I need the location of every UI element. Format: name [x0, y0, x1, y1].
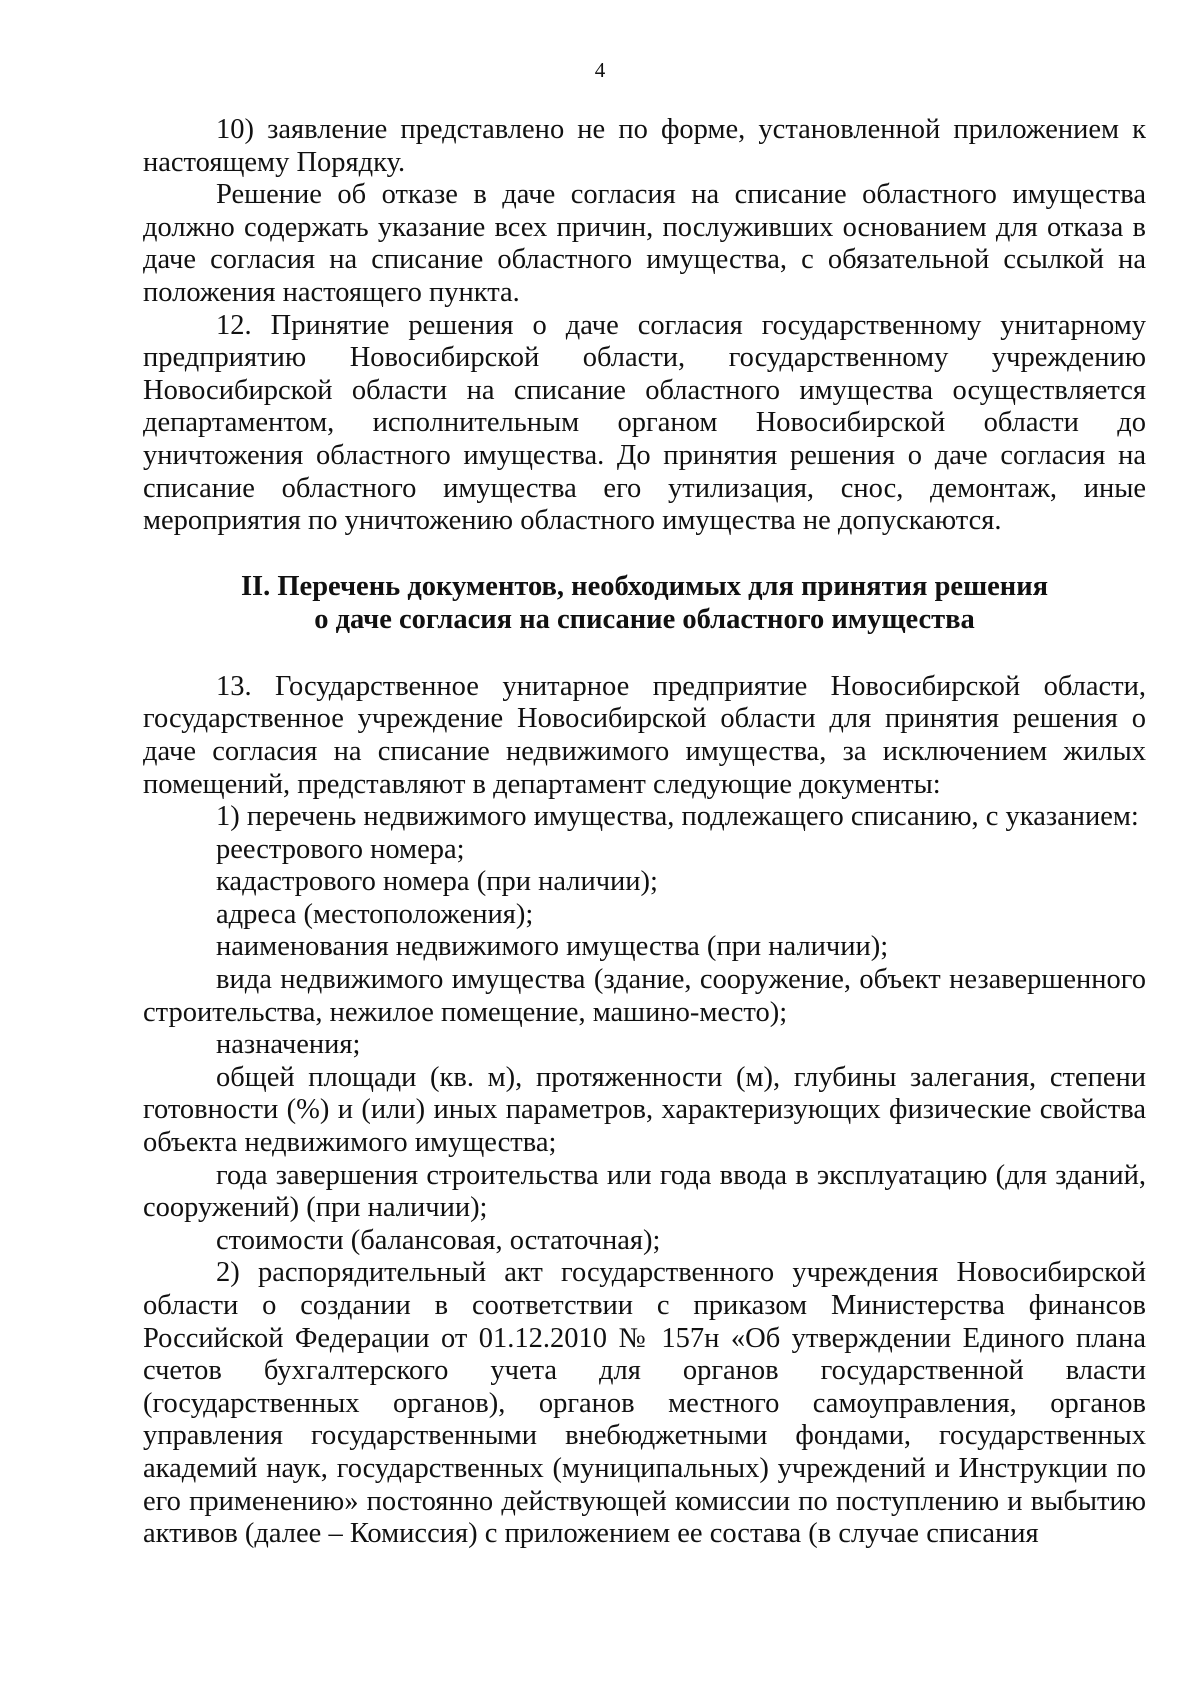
paragraph-item-10: 10) заявление представлено не по форме, установленной приложением к настоящему Порядку. — [143, 114, 1146, 178]
list-item-2: 2) распорядительный акт государственного учреждения Новосибирской области о создании в соответствии с приказом Министерства финансов Российской Федерации от 01.12.2010 № 157н «Об утверждении Единого плана счетов бухгалтерского учета для органов государственной власти (государственных органов), органов местного самоуправления, органов управления государственными внебюджетными фондами, государственных академий наук, государственных (муниципальных) учреждений и Инструкции по его применению» постоянно действующей комиссии по поступлению и выбытию активов (далее – Комиссия) с приложением ее состава (в случае списания — [143, 1257, 1146, 1550]
section-heading-line-2: о даче согласия на списание областного имущества — [314, 603, 975, 635]
list-subitem-address: адреса (местоположения); — [216, 898, 534, 930]
list-subitem-purpose: назначения; — [216, 1029, 361, 1061]
list-subitem-property-type: вида недвижимого имущества (здание, сооружение, объект незавершенного строительства, нежилое помещение, машино-место); — [143, 964, 1146, 1028]
section-heading-line-1: II. Перечень документов, необходимых для принятия решения — [240, 570, 1049, 602]
list-subitem-year: года завершения строительства или года ввода в эксплуатацию (для зданий, сооружений) (при наличии); — [143, 1159, 1146, 1224]
paragraph-item-12: 12. Принятие решения о даче согласия государственному унитарному предприятию Новосибирской области, государственному учреждению Новосибирской области на списание областного имущества осуществляется департаментом, исполнительным органом Новосибирской области до уничтожения областного имущества. До принятия решения о даче согласия на списание областного имущества его утилизация, снос, демонтаж, иные мероприятия по уничтожению областного имущества не допускаются. — [143, 309, 1146, 537]
section-heading — [143, 570, 1146, 636]
list-subitem-cadastral-number: кадастрового номера (при наличии); — [216, 866, 658, 898]
list-subitem-area: общей площади (кв. м), протяженности (м), глубины залегания, степени готовности (%) и (или) иных параметров, характеризующих физические свойства объекта недвижимого имущества; — [143, 1061, 1146, 1159]
document-body — [143, 114, 1146, 1551]
page-number: 4 — [594, 58, 606, 82]
paragraph-refusal-decision: Решение об отказе в даче согласия на списание областного имущества должно содержать указание всех причин, послуживших основанием для отказа в даче согласия на списание областного имущества, с обязательной ссылкой на положения настоящего пункта. — [143, 179, 1146, 308]
list-subitem-cost: стоимости (балансовая, остаточная); — [216, 1224, 661, 1256]
list-subitem-name: наименования недвижимого имущества (при наличии); — [216, 931, 889, 963]
list-item-1: 1) перечень недвижимого имущества, подлежащего списанию, с указанием: — [216, 801, 1139, 833]
list-subitem-registry-number: реестрового номера; — [216, 833, 465, 865]
paragraph-item-13: 13. Государственное унитарное предприятие Новосибирской области, государственное учреждение Новосибирской области для принятия решения о даче согласия на списание недвижимого имущества, за исключением жилых помещений, представляют в департамент следующие документы: — [143, 670, 1146, 800]
